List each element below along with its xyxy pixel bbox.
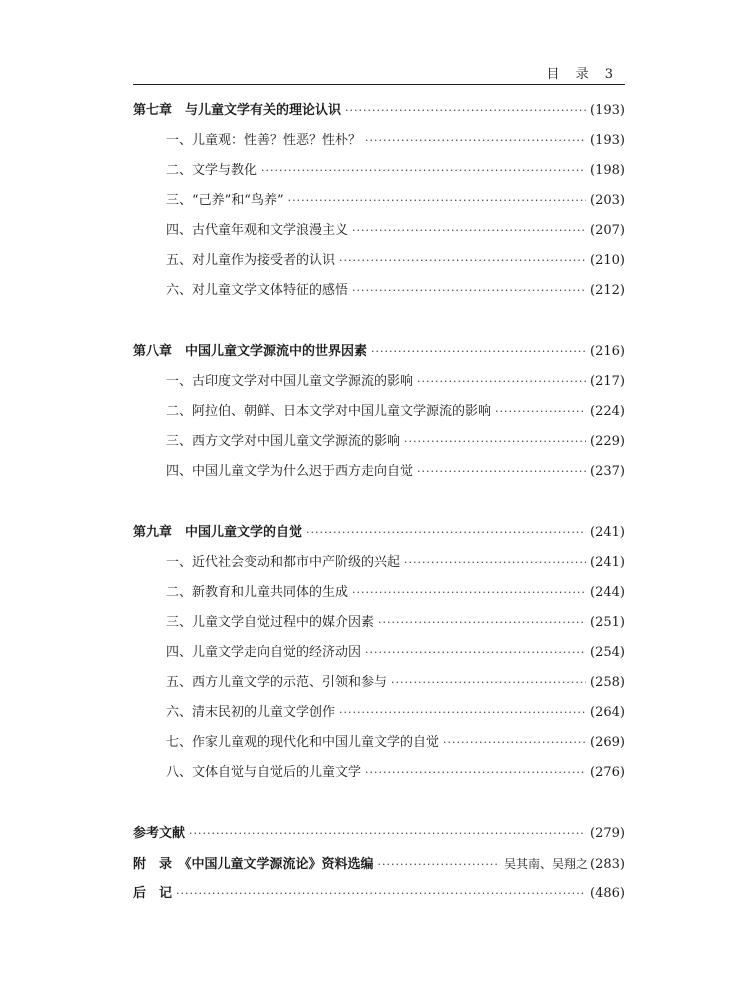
toc-page-number: (229) bbox=[590, 434, 625, 449]
toc-section-row bbox=[133, 457, 625, 487]
toc-page-number: (254) bbox=[590, 645, 625, 660]
toc-entry-title: 六、清末民初的儿童文学创作 bbox=[166, 705, 336, 720]
toc-section-row bbox=[133, 668, 625, 698]
toc-page-number: (264) bbox=[590, 705, 625, 720]
toc-entry-title: 附 录 《中国儿童文学源流论》资料选编 bbox=[133, 857, 374, 872]
toc-chapter-row bbox=[133, 518, 625, 548]
toc-chapter-row bbox=[133, 849, 625, 879]
toc-page-number: (212) bbox=[590, 283, 625, 298]
toc-section-row bbox=[133, 728, 625, 758]
toc-chapter-row bbox=[133, 879, 625, 909]
section-gap bbox=[133, 788, 625, 819]
toc-entry-title: 八、文体自觉与自觉后的儿童文学 bbox=[166, 765, 362, 780]
toc-section-row bbox=[133, 427, 625, 457]
toc-entry-title: 四、儿童文学走向自觉的经济动因 bbox=[166, 645, 362, 660]
toc-entry-title: 一、儿童观：性善？性恶？性朴？ bbox=[166, 133, 362, 148]
toc-chapter-row bbox=[133, 337, 625, 367]
dot-leader bbox=[176, 879, 586, 909]
toc-page-number: (258) bbox=[590, 675, 625, 690]
dot-leader bbox=[365, 126, 586, 156]
dot-leader bbox=[339, 698, 586, 728]
toc-chapter-row bbox=[133, 96, 625, 126]
toc-entry-title: 一、古印度文学对中国儿童文学源流的影响 bbox=[166, 374, 414, 389]
toc-entry-title: 二、阿拉伯、朝鲜、日本文学对中国儿童文学源流的影响 bbox=[166, 404, 492, 419]
header-text: 目 录 3 bbox=[546, 67, 619, 82]
toc-page-number: (279) bbox=[590, 826, 625, 841]
toc-page-number: (193) bbox=[590, 133, 625, 148]
toc-entry-title: 二、文学与教化 bbox=[166, 163, 258, 178]
dot-leader bbox=[352, 276, 586, 306]
toc-entry-title: 第七章 与儿童文学有关的理论认识 bbox=[133, 103, 342, 118]
toc-section-row bbox=[133, 216, 625, 246]
toc-page-number: (203) bbox=[590, 193, 625, 208]
section-gap bbox=[133, 487, 625, 518]
toc-section-row bbox=[133, 638, 625, 668]
dot-leader bbox=[306, 518, 586, 548]
toc-page-number: (276) bbox=[590, 765, 625, 780]
dot-leader bbox=[339, 246, 586, 276]
dot-leader bbox=[495, 397, 586, 427]
toc-entry-title: 二、新教育和儿童共同体的生成 bbox=[166, 585, 349, 600]
toc-page-number: (237) bbox=[590, 464, 625, 479]
toc-entry-title: 五、西方儿童文学的示范、引领和参与 bbox=[166, 675, 388, 690]
toc-section-row bbox=[133, 186, 625, 216]
dot-leader bbox=[365, 638, 586, 668]
table-of-contents bbox=[133, 96, 625, 909]
toc-page-number: (198) bbox=[590, 163, 625, 178]
dot-leader bbox=[417, 367, 586, 397]
dot-leader bbox=[189, 819, 586, 849]
dot-leader bbox=[443, 728, 586, 758]
toc-entry-title: 第八章 中国儿童文学源流中的世界因素 bbox=[133, 344, 368, 359]
dot-leader bbox=[378, 850, 501, 880]
toc-page-number: (210) bbox=[590, 253, 625, 268]
toc-section-row bbox=[133, 126, 625, 156]
toc-section-row bbox=[133, 276, 625, 306]
section-gap bbox=[133, 306, 625, 337]
dot-leader bbox=[365, 758, 586, 788]
toc-page-number: (241) bbox=[590, 555, 625, 570]
toc-section-row bbox=[133, 698, 625, 728]
toc-entry-title: 四、古代童年观和文学浪漫主义 bbox=[166, 223, 349, 238]
toc-section-row bbox=[133, 367, 625, 397]
toc-entry-title: 三、“己养”和“鸟养” bbox=[166, 193, 284, 208]
toc-section-row bbox=[133, 548, 625, 578]
toc-entry-title: 参考文献 bbox=[133, 826, 186, 841]
toc-entry-author: 吴其南、吴翔之 bbox=[504, 857, 589, 871]
dot-leader bbox=[417, 457, 586, 487]
toc-page-number: (207) bbox=[590, 223, 625, 238]
running-header bbox=[133, 62, 625, 85]
dot-leader bbox=[371, 337, 586, 367]
toc-entry-title: 五、对儿童作为接受者的认识 bbox=[166, 253, 336, 268]
toc-page-number: (283) bbox=[590, 857, 625, 872]
toc-page-number: (486) bbox=[590, 886, 625, 901]
toc-section-row bbox=[133, 758, 625, 788]
toc-page-number: (224) bbox=[590, 404, 625, 419]
dot-leader bbox=[261, 156, 586, 186]
dot-leader bbox=[391, 668, 586, 698]
toc-entry-title: 七、作家儿童观的现代化和中国儿童文学的自觉 bbox=[166, 735, 440, 750]
toc-page-number: (269) bbox=[590, 735, 625, 750]
dot-leader bbox=[404, 427, 586, 457]
toc-page-number: (241) bbox=[590, 525, 625, 540]
toc-section-row bbox=[133, 397, 625, 427]
toc-page-number: (217) bbox=[590, 374, 625, 389]
toc-section-row bbox=[133, 578, 625, 608]
toc-entry-title: 第九章 中国儿童文学的自觉 bbox=[133, 525, 303, 540]
toc-page-number: (251) bbox=[590, 615, 625, 630]
toc-chapter-row bbox=[133, 819, 625, 849]
toc-page-number: (193) bbox=[590, 103, 625, 118]
toc-entry-title: 四、中国儿童文学为什么迟于西方走向自觉 bbox=[166, 464, 414, 479]
toc-page-number: (244) bbox=[590, 585, 625, 600]
toc-entry-title: 六、对儿童文学文体特征的感悟 bbox=[166, 283, 349, 298]
toc-entry-title: 一、近代社会变动和都市中产阶级的兴起 bbox=[166, 555, 401, 570]
toc-section-row bbox=[133, 156, 625, 186]
toc-page-number: (216) bbox=[590, 344, 625, 359]
toc-section-row bbox=[133, 246, 625, 276]
toc-entry-title: 三、儿童文学自觉过程中的媒介因素 bbox=[166, 615, 375, 630]
dot-leader bbox=[352, 216, 586, 246]
dot-leader bbox=[345, 96, 586, 126]
toc-entry-title: 三、西方文学对中国儿童文学源流的影响 bbox=[166, 434, 401, 449]
dot-leader bbox=[288, 186, 586, 216]
toc-entry-title: 后 记 bbox=[133, 886, 173, 901]
dot-leader bbox=[352, 578, 586, 608]
toc-section-row bbox=[133, 608, 625, 638]
dot-leader bbox=[378, 608, 586, 638]
dot-leader bbox=[404, 548, 586, 578]
